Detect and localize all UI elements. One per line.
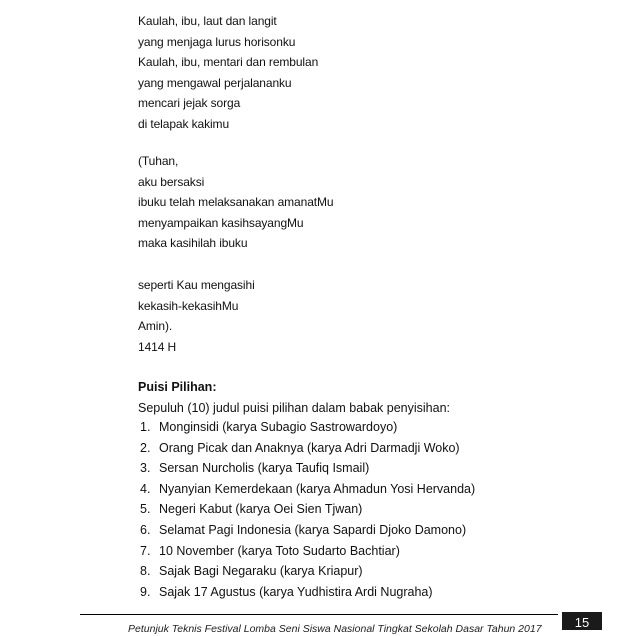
list-number: 2. [140,440,151,455]
poem-line: seperti Kau mengasihi [138,278,255,292]
list-text: Orang Picak dan Anaknya (karya Adri Darmadji Woko) [159,440,460,455]
list-text: Selamat Pagi Indonesia (karya Sapardi Djoko Damono) [159,522,467,537]
poem-line: mencari jejak sorga [138,96,241,110]
poem-line: yang menjaga lurus horisonku [138,34,296,49]
list-text: Nyanyian Kemerdekaan (karya Ahmadun Yosi Hervanda) [159,481,476,496]
poem-line: aku bersaksi [138,174,205,189]
poem-stanza-2 [138,151,334,254]
list-number: 7. [140,543,151,558]
list-number: 9. [140,584,151,599]
list-number: 3. [140,461,151,476]
poem-line: Kaulah, ibu, mentari dan rembulan [138,55,319,69]
list-item [140,417,475,438]
list-item [140,438,475,459]
list-number: 5. [140,502,151,517]
list-item [140,458,475,479]
section-intro: Sepuluh (10) judul puisi pilihan dalam babak penyisihan: [138,401,451,415]
poem-line: (Tuhan, [138,154,179,168]
list-number: 1. [140,420,151,434]
list-text: Negeri Kabut (karya Oei Sien Tjwan) [159,502,363,517]
list-number: 8. [140,564,151,579]
poem-line: Kaulah, ibu, laut dan langit [138,14,277,28]
poem-line: yang mengawal perjalananku [138,75,292,90]
section-title: Puisi Pilihan: [138,380,217,394]
footer-divider [80,614,558,615]
list-text: Sajak Bagi Negaraku (karya Kriapur) [159,564,363,579]
list-item [140,541,475,562]
poem-stanza-1 [138,11,318,134]
poem-stanza-3 [138,275,255,357]
poem-line: maka kasihilah ibuku [138,236,248,250]
list-text: 10 November (karya Toto Sudarto Bachtiar) [159,543,400,558]
poem-line: ibuku telah melaksanakan amanatMu [138,195,334,209]
list-number: 4. [140,481,151,496]
poem-line: Amin). [138,319,173,333]
poem-line: menyampaikan kasihsayangMu [138,215,304,230]
list-item [140,479,475,500]
list-item [140,520,475,541]
poem-line: di telapak kakimu [138,116,230,131]
list-item [140,561,475,582]
list-text: Sersan Nurcholis (karya Taufiq Ismail) [159,461,370,476]
footer-text: Petunjuk Teknis Festival Lomba Seni Siswa Nasional Tingkat Sekolah Dasar Tahun 2017 [128,623,542,635]
poem-list [140,417,475,602]
list-item [140,582,475,603]
poem-line: kekasih-kekasihMu [138,298,239,313]
list-number: 6. [140,522,151,537]
list-item [140,499,475,520]
page-number: 15 [562,612,602,630]
list-text: Sajak 17 Agustus (karya Yudhistira Ardi Nugraha) [159,584,433,599]
list-text: Monginsidi (karya Subagio Sastrowardoyo) [159,420,398,434]
poem-date: 1414 H [138,339,177,354]
